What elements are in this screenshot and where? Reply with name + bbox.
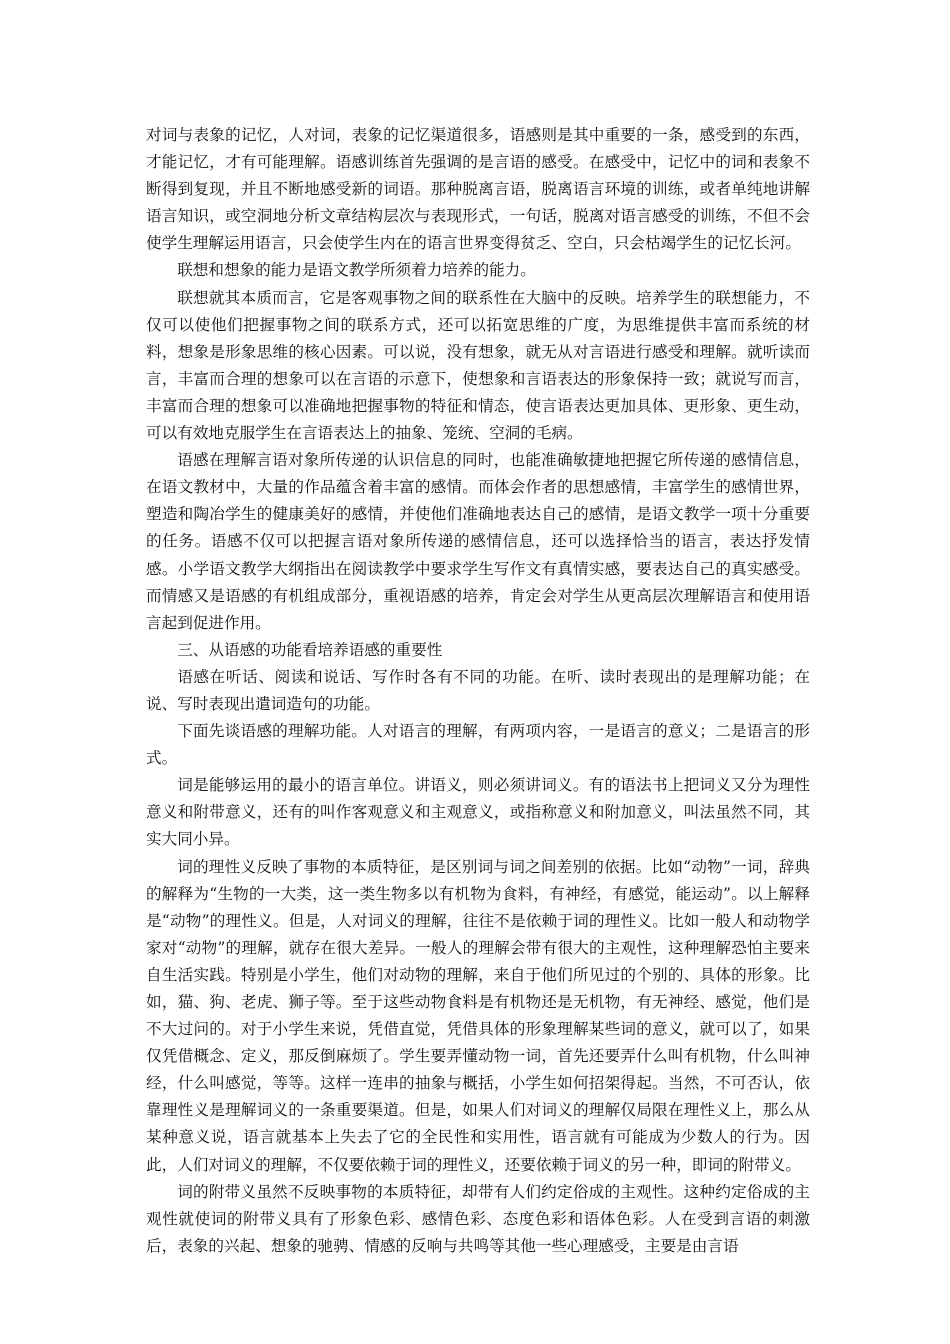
paragraph-3: 联想就其本质而言，它是客观事物之间的联系性在大脑中的反映。培养学生的联想能力，不仅可以使他们把握事物之间的联系方式，还可以拓宽思维的广度，为思维提供丰富而系统的材料，想象是形象思维的核心因素。可以说，没有想象，就无从对言语进行感受和理解。就听读而言，丰富而合理的想象可以在言语的示意下，使想象和言语表达的形象保持一致；就说写而言，丰富而合理的想象可以准确地把握事物的特征和情态，使言语表达更加具体、更形象、更生动，可以有效地克服学生在言语表达上的抽象、笼统、空洞的毛病。	[146, 288, 810, 443]
paragraph-1: 对词与表象的记忆，人对词，表象的记忆渠道很多，语感则是其中重要的一条，感受到的东西，才能记忆，才有可能理解。语感训练首先强调的是言语的感受。在感受中，记忆中的词和表象不断得到复现，并且不断地感受新的词语。那种脱离言语，脱离语言环境的训练，或者单纯地讲解语言知识，或空洞地分析文章结构层次与表现形式，一句话，脱离对语言感受的训练，不但不会使学生理解运用语言，只会使学生内在的语言世界变得贫乏、空白，只会枯竭学生的记忆长河。	[146, 126, 810, 253]
paragraph-10: 词的附带义虽然不反映事物的本质特征，却带有人们约定俗成的主观性。这种约定俗成的主观性就使词的附带义具有了形象色彩、感情色彩、态度色彩和语体色彩。人在受到言语的刺激后，表象的兴起、想象的驰骋、情感的反响与共鸣等其他一些心理感受，主要是由言语	[146, 1182, 810, 1255]
paragraph-8: 词是能够运用的最小的语言单位。讲语义，则必须讲词义。有的语法书上把词义又分为理性意义和附带意义，还有的叫作客观意义和主观意义，或指称意义和附加意义，叫法虽然不同，其实大同小异。	[146, 776, 810, 849]
section-heading: 三、从语感的功能看培养语感的重要性	[177, 640, 443, 659]
document-page	[146, 122, 810, 1260]
paragraph-7: 下面先谈语感的理解功能。人对语言的理解，有两项内容，一是语言的意义；二是语言的形式。	[146, 722, 810, 768]
paragraph-9: 词的理性义反映了事物的本质特征，是区别词与词之间差别的依据。比如“动物”一词，辞典的解释为“生物的一大类，这一类生物多以有机物为食料，有神经，有感觉，能运动”。以上解释是“动物”的理性义。但是，人对词义的理解，往往不是依赖于词的理性义。比如一般人和动物学家对“动物”的理解，就存在很大差异。一般人的理解会带有很大的主观性，这种理解恐怕主要来自生活实践。特别是小学生，他们对动物的理解，来自于他们所见过的个别的、具体的形象。比如，猫、狗、老虎、狮子等。至于这些动物食料是有机物还是无机物，有无神经、感觉，他们是不大过问的。对于小学生来说，凭借直觉，凭借具体的形象理解某些词的意义，就可以了，如果仅凭借概念、定义，那反倒麻烦了。学生要弄懂动物一词，首先还要弄什么叫有机物，什么叫神经，什么叫感觉，等等。这样一连串的抽象与概括，小学生如何招架得起。当然，不可否认，依靠理性义是理解词义的一条重要渠道。但是，如果人们对词义的理解仅局限在理性义上，那么从某种意义说，语言就基本上失去了它的全民性和实用性，语言就有可能成为少数人的行为。因此，人们对词义的理解，不仅要依赖于词的理性义，还要依赖于词义的另一种，即词的附带义。	[146, 857, 810, 1174]
paragraph-4: 语感在理解言语对象所传递的认识信息的同时，也能准确敏捷地把握它所传递的感情信息，在语文教材中，大量的作品蕴含着丰富的感情。而体会作者的思想感情，丰富学生的感情世界，塑造和陶冶学生的健康美好的感情，并使他们准确地表达自己的感情，是语文教学一项十分重要的任务。语感不仅可以把握言语对象所传递的感情信息，还可以选择恰当的语言，表达抒发情感。小学语文教学大纲指出在阅读教学中要求学生写作文有真情实感，要表达自己的真实感受。而情感又是语感的有机组成部分，重视语感的培养，肯定会对学生从更高层次理解语言和使用语言起到促进作用。	[146, 451, 810, 632]
paragraph-6: 语感在听话、阅读和说话、写作时各有不同的功能。在听、读时表现出的是理解功能；在说、写时表现出遣词造句的功能。	[146, 667, 810, 713]
paragraph-2: 联想和想象的能力是语文教学所须着力培养的能力。	[177, 261, 536, 280]
